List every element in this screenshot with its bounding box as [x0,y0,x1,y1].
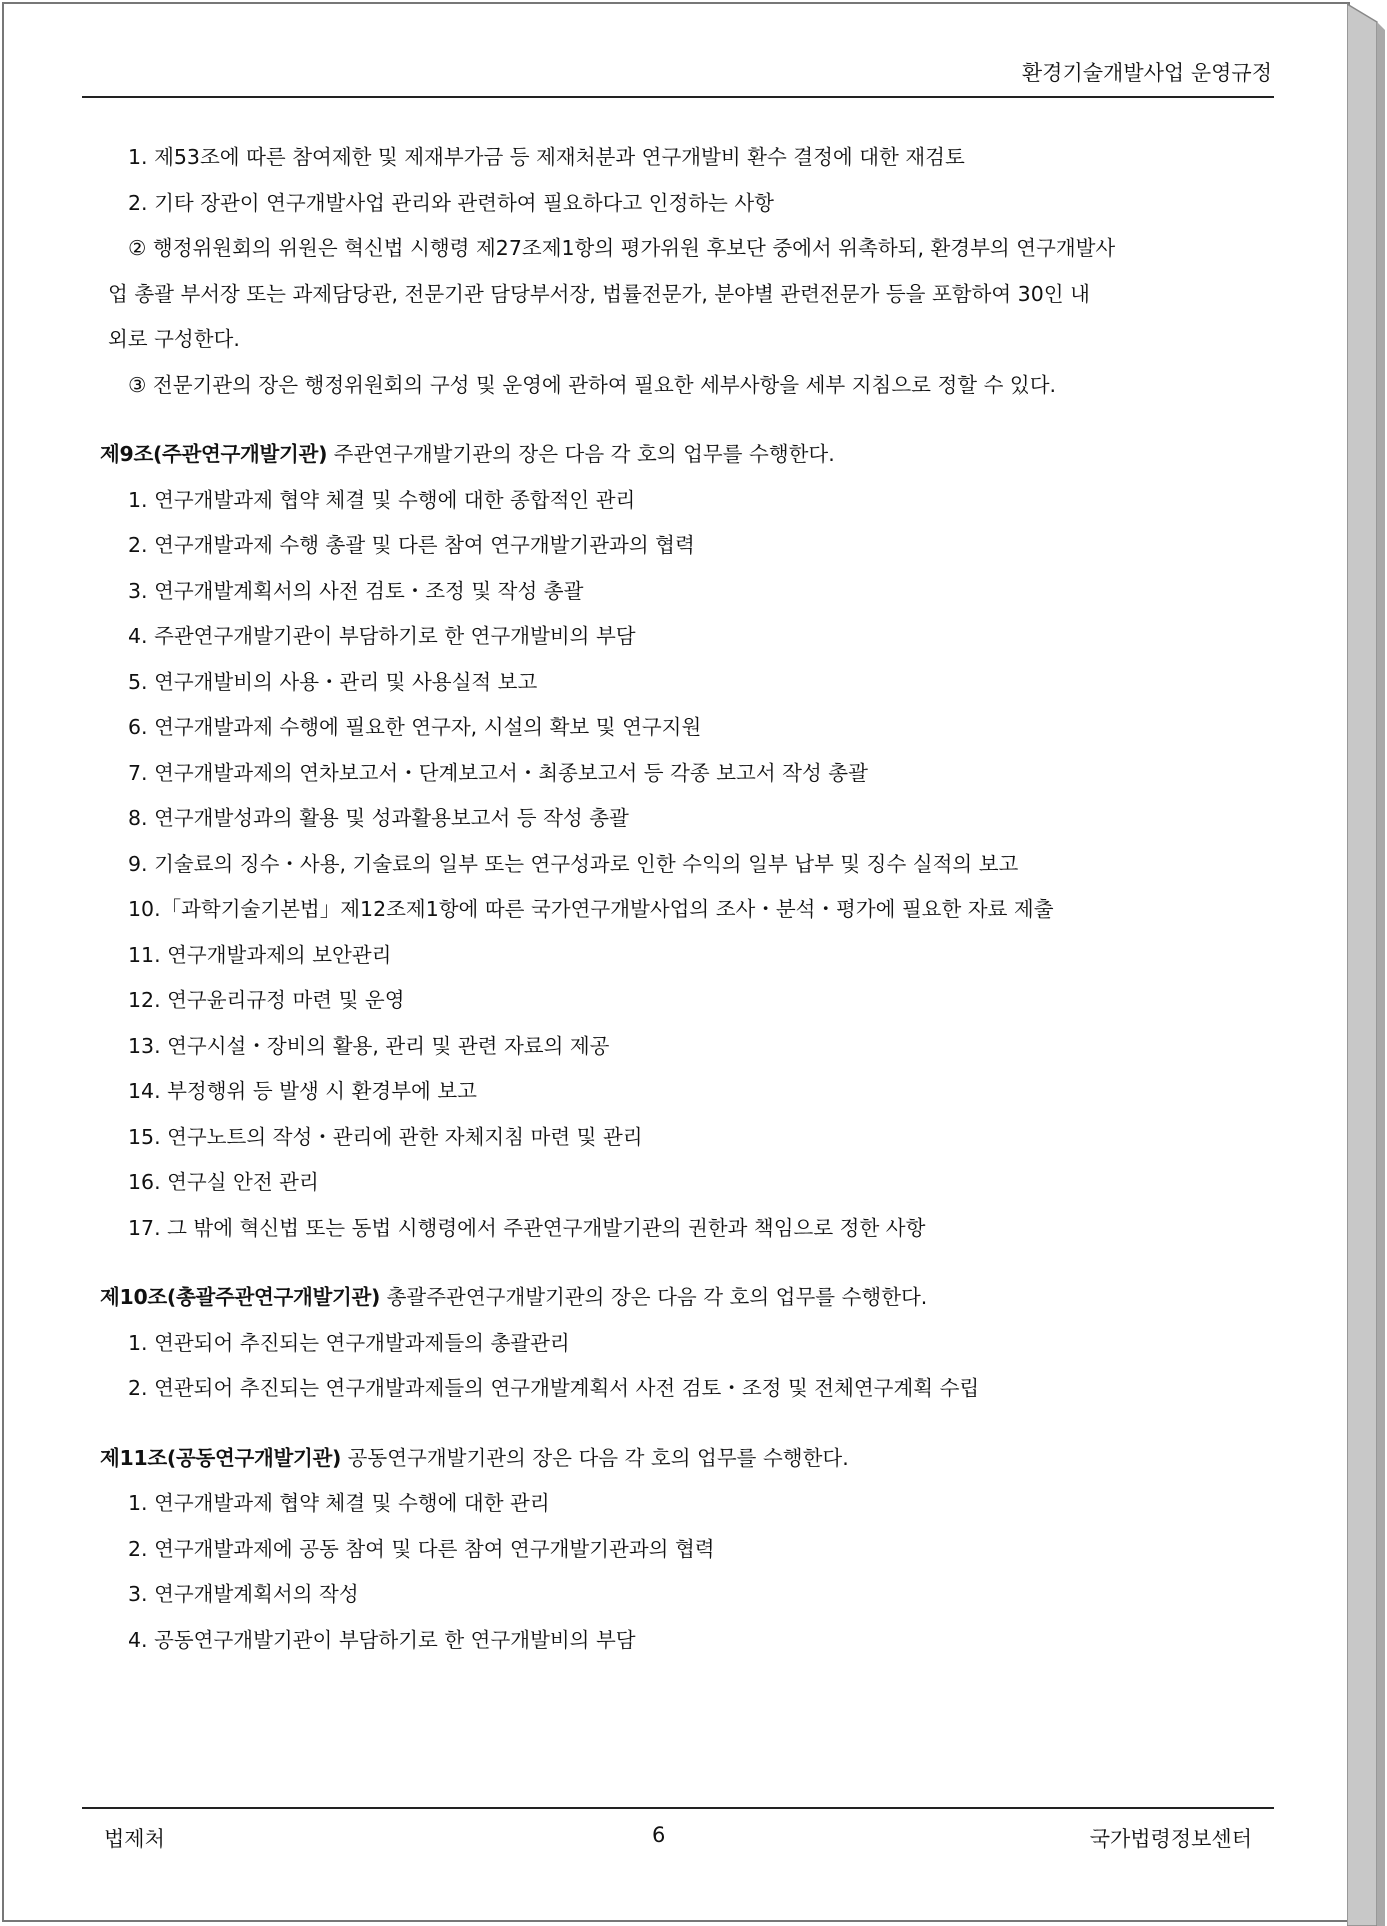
article-heading [100,1436,1280,1482]
list-item: 2. 연구개발과제에 공동 참여 및 다른 참여 연구개발기관과의 협력 [128,1536,715,1561]
article-text: 주관연구개발기관의 장은 다음 각 호의 업무를 수행한다. [327,442,835,466]
page-header [82,58,1274,98]
page-edge-shadow [1347,0,1385,1926]
list-item: 17. 그 밖에 혁신법 또는 동법 시행령에서 주관연구개발기관의 권한과 책임으로 정한 사항 [128,1215,926,1240]
paragraph-continuation: 업 총괄 부서장 또는 과제담당관, 전문기관 담당부서장, 법률전문가, 분야별 관련전문가 등을 포함하여 30인 내 [108,281,1090,306]
article-heading [100,432,1280,478]
list-item: 5. 연구개발비의 사용・관리 및 사용실적 보고 [128,669,538,694]
list-item: 2. 연관되어 추진되는 연구개발과제들의 연구개발계획서 사전 검토・조정 및 전체연구계획 수립 [128,1376,980,1400]
paragraph: ③ 전문기관의 장은 행정위원회의 구성 및 운영에 관하여 필요한 세부사항을 세부 지침으로 정할 수 있다. [128,372,1057,397]
list-item: 4. 주관연구개발기관이 부담하기로 한 연구개발비의 부담 [128,624,636,648]
article-text: 총괄주관연구개발기관의 장은 다음 각 호의 업무를 수행한다. [380,1285,928,1309]
section-gap [100,1251,1280,1275]
page-footer [82,1807,1274,1849]
list-item: 14. 부정행위 등 발생 시 환경부에 보고 [128,1079,477,1103]
paragraph: ② 행정위원회의 위원은 혁신법 시행령 제27조제1항의 평가위원 후보단 중에서 위촉하되, 환경부의 연구개발사 [128,236,1116,260]
footer-source: 국가법령정보센터 [1089,1827,1252,1851]
list-item: 15. 연구노트의 작성・관리에 관한 자체지침 마련 및 관리 [128,1124,643,1149]
list-item: 1. 제53조에 따른 참여제한 및 제재부가금 등 제재처분과 연구개발비 환수 결정에 대한 재검토 [128,145,965,169]
header-title: 환경기술개발사업 운영규정 [1021,61,1272,85]
list-item: 13. 연구시설・장비의 활용, 관리 및 관련 자료의 제공 [128,1033,610,1058]
section-gap [100,408,1280,432]
list-item: 2. 기타 장관이 연구개발사업 관리와 관련하여 필요하다고 인정하는 사항 [128,190,774,215]
list-item: 1. 연구개발과제 협약 체결 및 수행에 대한 종합적인 관리 [128,487,636,512]
list-item: 2. 연구개발과제 수행 총괄 및 다른 참여 연구개발기관과의 협력 [128,533,695,557]
list-item: 3. 연구개발계획서의 작성 [128,1582,359,1606]
list-item: 12. 연구윤리규정 마련 및 운영 [128,988,405,1012]
page-number: 6 [652,1823,666,1847]
article-title: 제11조(공동연구개발기관) [100,1445,342,1470]
list-item: 4. 공동연구개발기관이 부담하기로 한 연구개발비의 부담 [128,1627,636,1652]
list-item: 10.「과학기술기본법」제12조제1항에 따른 국가연구개발사업의 조사・분석・평가에 필요한 자료 제출 [128,897,1054,921]
list-item: 9. 기술료의 징수・사용, 기술료의 일부 또는 연구성과로 인한 수익의 일부 납부 및 징수 실적의 보고 [128,851,1019,876]
list-item: 3. 연구개발계획서의 사전 검토・조정 및 작성 총괄 [128,578,584,603]
footer-publisher: 법제처 [104,1827,165,1851]
article-text: 공동연구개발기관의 장은 다음 각 호의 업무를 수행한다. [341,1445,849,1470]
list-item: 11. 연구개발과제의 보안관리 [128,942,392,967]
paragraph-continuation: 외로 구성한다. [108,327,240,351]
article-heading [100,1275,1280,1321]
list-item: 1. 연관되어 추진되는 연구개발과제들의 총괄관리 [128,1330,570,1355]
article-title: 제9조(주관연구개발기관) [100,442,328,466]
list-item: 16. 연구실 안전 관리 [128,1170,319,1194]
list-item: 8. 연구개발성과의 활용 및 성과활용보고서 등 작성 총괄 [128,806,629,830]
list-item: 1. 연구개발과제 협약 체결 및 수행에 대한 관리 [128,1491,550,1515]
document-body [100,135,1280,1663]
list-item: 7. 연구개발과제의 연차보고서・단계보고서・최종보고서 등 각종 보고서 작성 총괄 [128,760,868,785]
section-gap [100,1412,1280,1436]
list-item: 6. 연구개발과제 수행에 필요한 연구자, 시설의 확보 및 연구지원 [128,715,702,739]
article-title: 제10조(총괄주관연구개발기관) [100,1285,381,1309]
